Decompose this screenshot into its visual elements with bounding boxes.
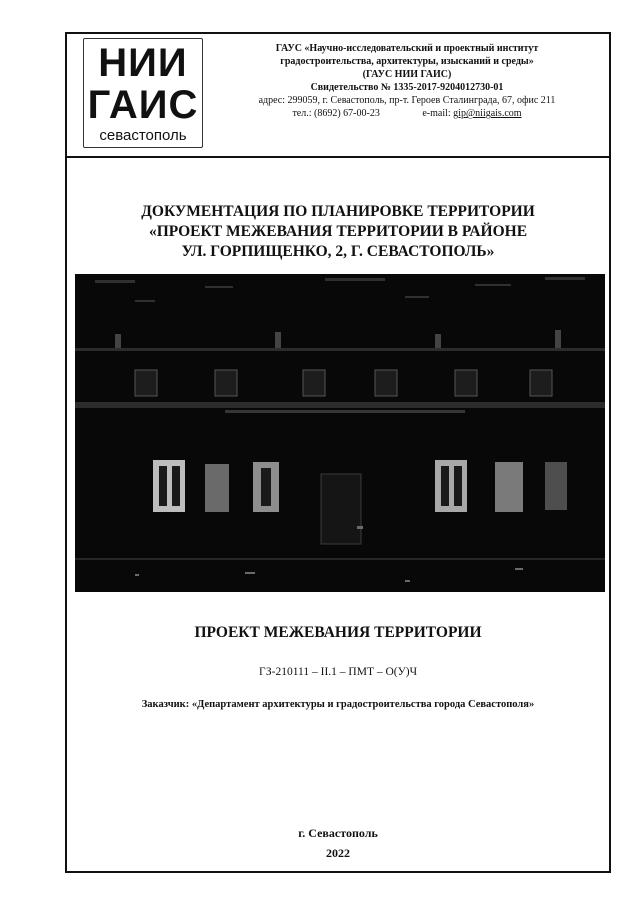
email-label: e-mail: xyxy=(422,108,451,119)
customer-line: Заказчик: «Департамент архитектуры и градостроительства города Севастополя» xyxy=(141,699,535,710)
org-contacts xyxy=(207,107,607,120)
document-subtitle: ПРОЕКТ МЕЖЕВАНИЯ ТЕРРИТОРИИ xyxy=(194,624,482,641)
title-line-1: ДОКУМЕНТАЦИЯ ПО ПЛАНИРОВКЕ ТЕРРИТОРИИ xyxy=(141,203,535,220)
document-year: 2022 xyxy=(326,846,350,860)
org-name-line-2: градостроительства, архитектуры, изысканий и среды» xyxy=(280,56,534,67)
email-link[interactable]: gip@niigais.com xyxy=(453,108,522,119)
document-frame xyxy=(65,32,611,873)
document-city: г. Севастополь xyxy=(298,826,378,840)
organization-info xyxy=(207,42,607,120)
document-code: ГЗ-210111 – II.1 – ПМТ – О(У)Ч xyxy=(258,666,418,678)
title-line-3: УЛ. ГОРПИЩЕНКО, 2, Г. СЕВАСТОПОЛЬ» xyxy=(181,243,495,260)
org-phone: тел.: (8692) 67-00-23 xyxy=(292,108,380,119)
building-photo xyxy=(75,274,605,592)
document-title xyxy=(67,202,609,262)
org-name-line-1: ГАУС «Научно-исследовательский и проектный институт xyxy=(275,43,539,54)
org-address: адрес: 299059, г. Севастополь, пр-т. Героев Сталинграда, 67, офис 211 xyxy=(258,95,556,106)
organization-logo xyxy=(83,38,203,148)
building-photo-image xyxy=(75,274,605,592)
logo-line-2: ГАИС xyxy=(87,83,199,127)
document-header xyxy=(67,34,609,158)
certificate-number: Свидетельство № 1335-2017-9204012730-01 xyxy=(310,82,504,93)
org-name-line-3: (ГАУС НИИ ГАИС) xyxy=(362,69,452,80)
logo-line-3: севастополь xyxy=(99,127,187,144)
logo-line-1: НИИ xyxy=(98,41,188,85)
title-line-2: «ПРОЕКТ МЕЖЕВАНИЯ ТЕРРИТОРИИ В РАЙОНЕ xyxy=(148,223,528,240)
